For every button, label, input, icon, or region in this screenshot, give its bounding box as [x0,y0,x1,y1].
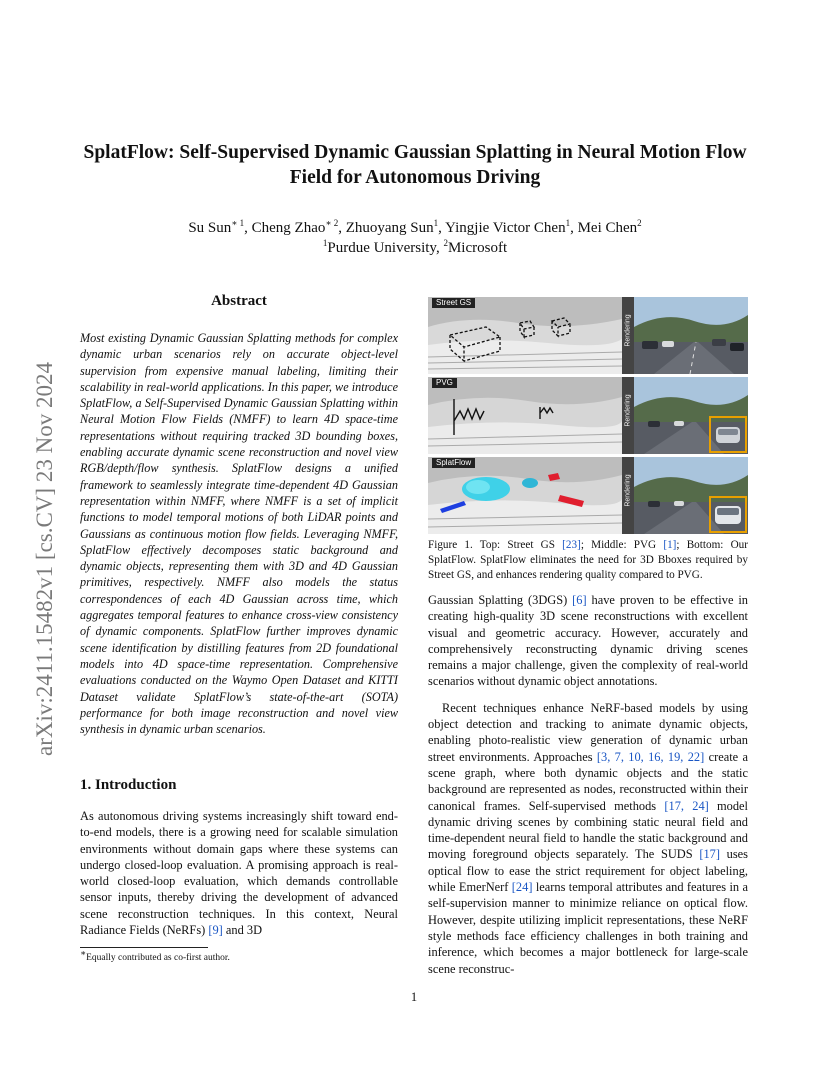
author-name: Su Sun [188,220,232,236]
citation-link[interactable]: [1] [663,539,677,551]
arxiv-stamp-svg [22,280,62,760]
rendering-label-bar [622,297,634,374]
rendering-label: Rendering [624,474,632,507]
rendered-street-image [634,457,748,534]
figure-panel-splatflow [428,457,748,534]
body-text: have proven to be effective in creating high-quality 3D scene reconstructions with excellent visual and geometric accuracy. However, accurately and comprehensively reconstructing dynamic driving scenes remains a major challenge, given the complexity of real-world scenarios without dynamic object annotations. [428,593,749,689]
affil-name: Microsoft [447,240,508,256]
panel-tag: SplatFlow [432,458,475,468]
body-text: uses optical flow to ease the strict requirement for object labeling, while EmerNerf [428,847,749,895]
caption-text: ; Bottom: Our SplatFlow. SplatFlow eliminates the need for 3D Bboxes required by Street GS, and enhances rendering quality compared to PVG. [428,539,748,582]
figure-panel-pvg [428,377,748,454]
title-line-2: Field for Autonomous Driving [289,167,541,188]
affil-name: Purdue University [327,240,436,256]
author-name: Zhuoyang Sun [345,220,434,236]
point-cloud-render [428,297,622,374]
author-sup: 1 [433,218,439,228]
citation-link[interactable]: [17] [699,847,720,862]
citation-link[interactable]: [24] [511,880,533,895]
footnote-text: Equally contributed as co-first author. [86,953,230,963]
footnote-mark: ∗ [80,947,87,958]
panel-tag: Street GS [432,298,475,308]
author-sup: ∗ 1 [231,218,245,228]
intro-paragraph [80,808,398,938]
abstract-text: Most existing Dynamic Gaussian Splatting methods for complex dynamic urban scenarios rely on accurate object-level supervision from expensive manual labeling, limiting their scalability in real-world applications. In this paper, we introduce SplatFlow, a Self-Supervised Dynamic Gaussian Splatting within Neural Motion Flow Fields (NMFF) to learn 4D space-time representations without requiring tracked 3D bounding boxes, enabling accurate dynamic scene reconstruction and novel view RGB/depth/flow synthesis. SplatFlow designs a unified framework to seamlessly integrate time-dependent 4D Gaussian representation within NMFF, where NMFF is a set of implicit functions to model temporal motions of both LiDAR points and Gaussians as continuous motion flow fields. Leveraging NMFF, SplatFlow effectively decomposes static background and dynamic objects, representing them with 3D and 4D Gaussian primitives, respectively. NMFF also models the status correspondences of each 4D Gaussian across time, which aggregates temporal features to enhance cross-view consistency of dynamic components. SplatFlow further improves dynamic scene identification by distilling features from 2D foundational models into 4D space-time representation. Comprehensive evaluations conducted on the Waymo Open Dataset and KITTI Dataset validate SplatFlow’s state-of-the-art (SOTA) performance for both image reconstruction and novel view synthesis in dynamic urban scenarios. [80,331,398,737]
body-text: model dynamic driving scenes by combining static neural field and time-dependent neural field to handle the static background and moving foreground objects separately. The SUDS [428,798,748,862]
panel-tag: PVG [432,378,457,388]
caption-text: Figure 1. Top: Street GS [428,539,563,551]
author-sup: ∗ 2 [325,218,339,228]
title-line-1: SplatFlow: Self-Supervised Dynamic Gaussian Splatting in Neural Motion Flow [83,142,747,163]
author-list: Su Sun$^{∗ 1}$, Cheng Zhao$^{∗ 2}$, Zhuoyang Sun$^1$, Yingjie Victor Chen$^1$, Mei Chen$^2$ [188,218,642,236]
figure-panel-street-gs [428,297,748,374]
rendering-label: Rendering [624,314,632,347]
arxiv-stamp-text: arXiv:2411.15482v1 [cs.CV] 23 Nov 2024 [32,362,57,756]
citation-link[interactable]: [3, 7, 10, 16, 19, 22] [596,749,705,764]
intro-text: and 3D [222,923,263,938]
affil-sup: 2 [443,238,448,248]
body-text: create a scene graph, where both dynamic objects and the static background are represented as nodes, reconstructed within their canonical frames. Self-supervised methods [428,749,748,813]
rendered-street-image [634,377,748,454]
body-text: Recent techniques enhance NeRF-based models by using object detection and tracking to animate dynamic objects, enabling photo-realistic view generation of dynamic urban street environments. Approaches [428,700,748,764]
affil-sup: 1 [322,238,328,248]
author-name: Yingjie Victor Chen [445,220,566,236]
intro-text: As autonomous driving systems increasingly shift toward end-to-end models, there is a growing need for scalable simulation environments without domain gaps where these systems can undergo closed-loop evaluation. A promising approach is real-world closed-loop evaluation, which demands controllable sensor inputs, thereby driving the development of advanced scene reconstruction techniques. In this context, Neural Radiance Fields (NeRFs) [80,809,398,938]
author-sup: 1 [565,218,571,228]
affiliations: $^1$Purdue University, $^2$Microsoft [322,238,508,256]
right-column-body [428,592,748,977]
footnote [80,947,400,964]
citation-link[interactable]: [9] [208,923,223,938]
caption-text: ; Middle: PVG [580,539,664,551]
page-number: 1 [410,990,418,1004]
body-paragraph [428,700,748,977]
point-cloud-render [428,457,622,534]
arxiv-stamp [22,280,62,760]
body-text: learns temporal attributes and features in a self-supervision manner to minimize reliance on optical flow. However, despite utilizing implicit representations, these NeRF style methods face efficiency challenges in both training and inference, which becomes a major bottleneck for large-scale scene reconstruc- [428,880,748,976]
point-cloud-render [428,377,622,454]
rendering-label-bar [622,377,634,454]
author-name: Cheng Zhao [251,220,326,236]
citation-link[interactable]: [6] [572,593,587,607]
paper-title [70,140,760,190]
figure-caption [428,538,748,584]
rendering-label-bar [622,457,634,534]
footnote-rule [80,947,208,948]
body-paragraph [428,592,748,690]
author-name: Mei Chen [577,220,638,236]
rendered-street-image [634,297,748,374]
abstract-heading: Abstract [211,293,267,309]
body-text: Gaussian Splatting (3DGS) [428,593,573,607]
citation-link[interactable]: [23] [562,539,581,551]
section-heading-introduction: 1. Introduction [80,777,177,793]
citation-link[interactable]: [17, 24] [664,798,709,813]
figure-1 [428,297,748,535]
rendering-label: Rendering [624,394,632,427]
author-sup: 2 [637,218,642,228]
